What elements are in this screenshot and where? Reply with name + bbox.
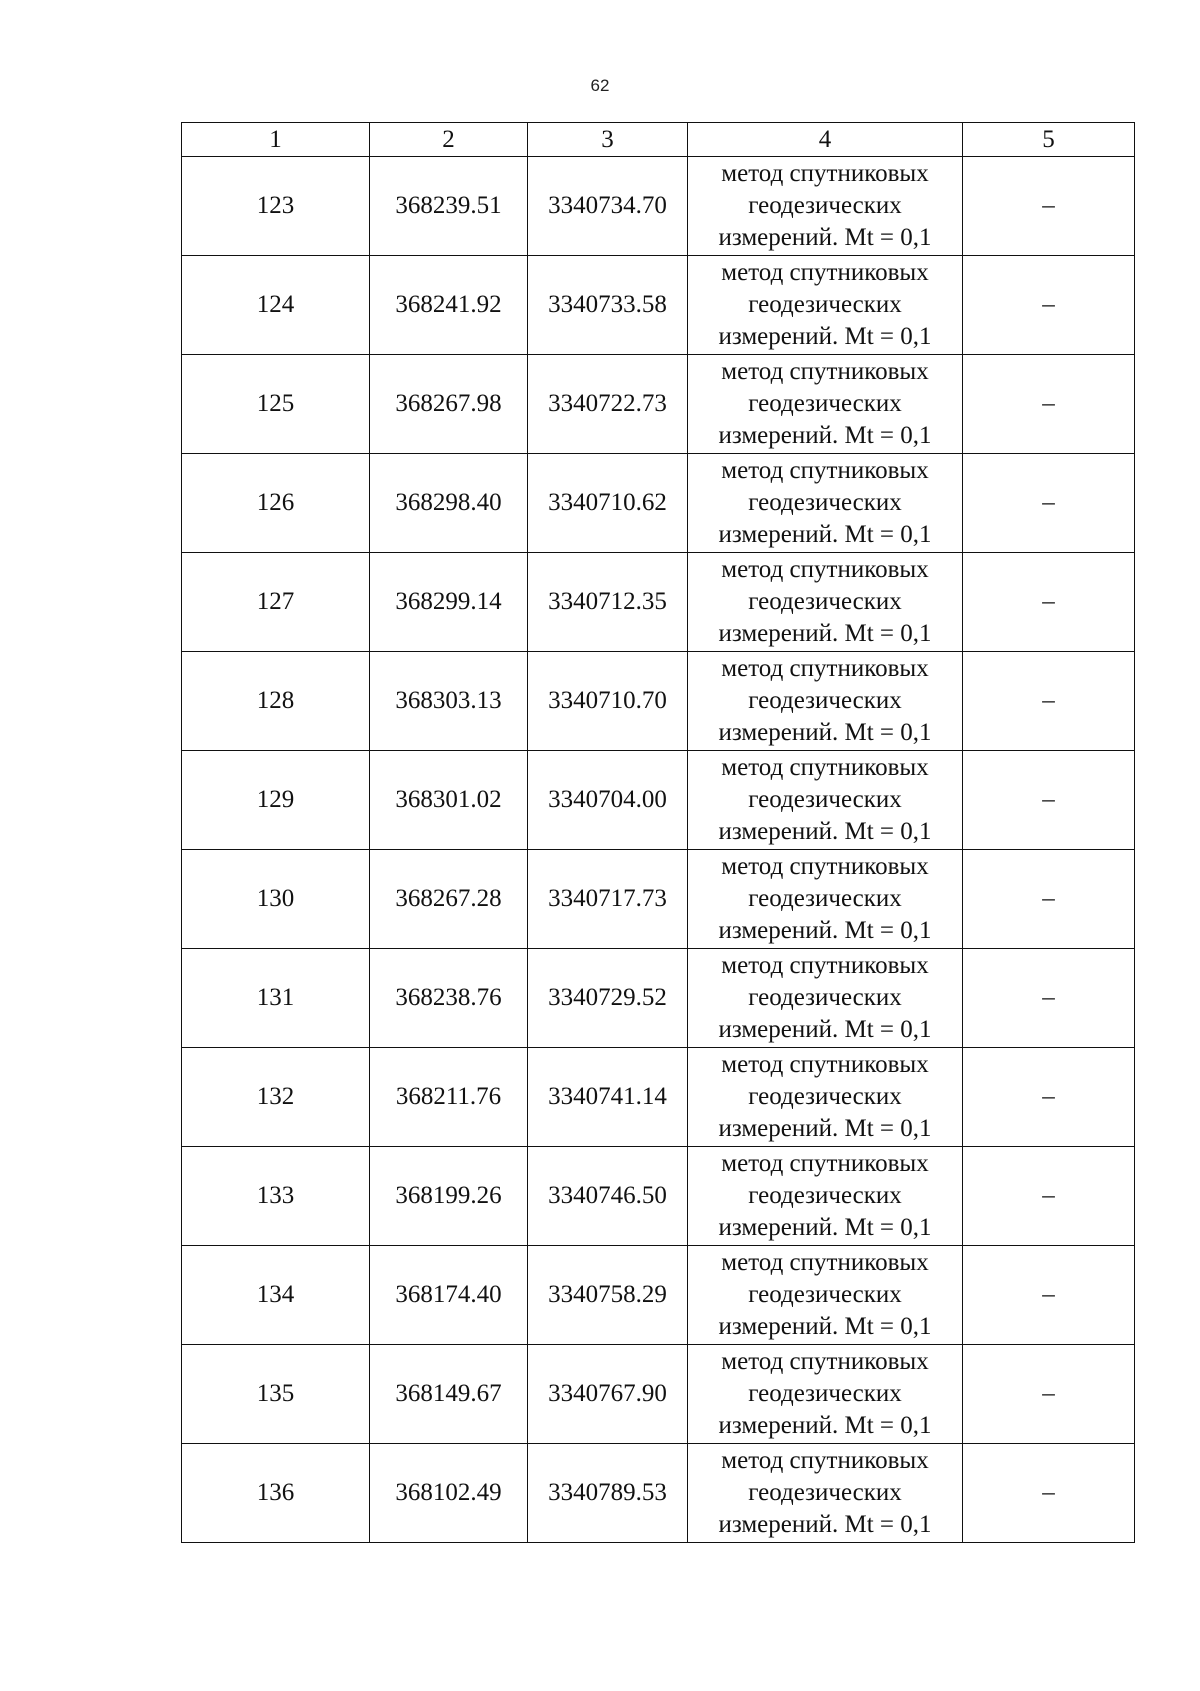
method-line-2: геодезических	[748, 1479, 902, 1506]
method-cell	[688, 652, 963, 751]
method-line-1: метод спутниковых	[721, 853, 929, 880]
method-line-1: метод спутниковых	[721, 1051, 929, 1078]
point-number-cell: 129	[182, 751, 370, 850]
x-coordinate-cell: 368301.02	[370, 751, 528, 850]
method-line-1: метод спутниковых	[721, 160, 929, 187]
point-number-cell: 128	[182, 652, 370, 751]
method-line-1: метод спутниковых	[721, 655, 929, 682]
method-cell	[688, 949, 963, 1048]
table-row	[182, 850, 1135, 949]
table-row	[182, 553, 1135, 652]
method-line-2: геодезических	[748, 687, 902, 714]
table-row	[182, 1048, 1135, 1147]
point-number-cell: 127	[182, 553, 370, 652]
method-cell	[688, 454, 963, 553]
page-number: 62	[590, 76, 610, 95]
point-number-cell: 126	[182, 454, 370, 553]
x-coordinate-cell: 368303.13	[370, 652, 528, 751]
x-coordinate-cell: 368149.67	[370, 1345, 528, 1444]
table-row	[182, 652, 1135, 751]
point-number-cell: 132	[182, 1048, 370, 1147]
method-line-2: геодезических	[748, 1380, 902, 1407]
method-line-3: измерений. Mt = 0,1	[718, 1115, 932, 1142]
note-cell: –	[963, 553, 1135, 652]
method-line-3: измерений. Mt = 0,1	[718, 224, 932, 251]
note-cell: –	[963, 1345, 1135, 1444]
method-line-1: метод спутниковых	[721, 1348, 929, 1375]
method-cell	[688, 1147, 963, 1246]
y-coordinate-cell: 3340733.58	[528, 256, 688, 355]
table-row	[182, 1147, 1135, 1246]
table-row	[182, 256, 1135, 355]
y-coordinate-cell: 3340710.70	[528, 652, 688, 751]
note-cell: –	[963, 652, 1135, 751]
point-number-cell: 124	[182, 256, 370, 355]
method-cell	[688, 553, 963, 652]
point-number-cell: 125	[182, 355, 370, 454]
coordinates-table	[181, 122, 1135, 1543]
method-line-1: метод спутниковых	[721, 1249, 929, 1276]
y-coordinate-cell: 3340710.62	[528, 454, 688, 553]
method-line-1: метод спутниковых	[721, 358, 929, 385]
y-coordinate-cell: 3340767.90	[528, 1345, 688, 1444]
column-header-3: 3	[528, 123, 688, 157]
y-coordinate-cell: 3340704.00	[528, 751, 688, 850]
method-line-3: измерений. Mt = 0,1	[718, 323, 932, 350]
note-cell: –	[963, 850, 1135, 949]
method-cell	[688, 1048, 963, 1147]
x-coordinate-cell: 368241.92	[370, 256, 528, 355]
y-coordinate-cell: 3340758.29	[528, 1246, 688, 1345]
method-cell	[688, 751, 963, 850]
method-line-1: метод спутниковых	[721, 259, 929, 286]
y-coordinate-cell: 3340729.52	[528, 949, 688, 1048]
table-row	[182, 949, 1135, 1048]
method-line-3: измерений. Mt = 0,1	[718, 1313, 932, 1340]
y-coordinate-cell: 3340741.14	[528, 1048, 688, 1147]
x-coordinate-cell: 368238.76	[370, 949, 528, 1048]
method-line-2: геодезических	[748, 1281, 902, 1308]
note-cell: –	[963, 1246, 1135, 1345]
method-line-2: геодезических	[748, 786, 902, 813]
method-line-2: геодезических	[748, 390, 902, 417]
method-cell	[688, 850, 963, 949]
method-cell	[688, 1345, 963, 1444]
method-line-3: измерений. Mt = 0,1	[718, 818, 932, 845]
note-cell: –	[963, 355, 1135, 454]
column-header-5: 5	[963, 123, 1135, 157]
method-cell	[688, 1246, 963, 1345]
y-coordinate-cell: 3340722.73	[528, 355, 688, 454]
x-coordinate-cell: 368239.51	[370, 157, 528, 256]
x-coordinate-cell: 368102.49	[370, 1444, 528, 1543]
note-cell: –	[963, 949, 1135, 1048]
x-coordinate-cell: 368267.28	[370, 850, 528, 949]
method-line-2: геодезических	[748, 1182, 902, 1209]
y-coordinate-cell: 3340746.50	[528, 1147, 688, 1246]
column-header-1: 1	[182, 123, 370, 157]
method-cell	[688, 1444, 963, 1543]
x-coordinate-cell: 368174.40	[370, 1246, 528, 1345]
x-coordinate-cell: 368298.40	[370, 454, 528, 553]
note-cell: –	[963, 1147, 1135, 1246]
method-line-3: измерений. Mt = 0,1	[718, 1511, 932, 1538]
method-line-1: метод спутниковых	[721, 952, 929, 979]
note-cell: –	[963, 1048, 1135, 1147]
point-number-cell: 123	[182, 157, 370, 256]
method-line-2: геодезических	[748, 291, 902, 318]
method-line-1: метод спутниковых	[721, 556, 929, 583]
note-cell: –	[963, 1444, 1135, 1543]
y-coordinate-cell: 3340712.35	[528, 553, 688, 652]
method-line-2: геодезических	[748, 1083, 902, 1110]
method-line-3: измерений. Mt = 0,1	[718, 521, 932, 548]
x-coordinate-cell: 368267.98	[370, 355, 528, 454]
note-cell: –	[963, 256, 1135, 355]
table-row	[182, 751, 1135, 850]
method-line-3: измерений. Mt = 0,1	[718, 1412, 932, 1439]
table-row	[182, 1345, 1135, 1444]
note-cell: –	[963, 751, 1135, 850]
point-number-cell: 135	[182, 1345, 370, 1444]
method-line-2: геодезических	[748, 588, 902, 615]
method-cell	[688, 355, 963, 454]
method-line-2: геодезических	[748, 192, 902, 219]
method-cell	[688, 157, 963, 256]
y-coordinate-cell: 3340789.53	[528, 1444, 688, 1543]
table-row	[182, 355, 1135, 454]
x-coordinate-cell: 368299.14	[370, 553, 528, 652]
method-line-1: метод спутниковых	[721, 1150, 929, 1177]
note-cell: –	[963, 157, 1135, 256]
y-coordinate-cell: 3340734.70	[528, 157, 688, 256]
method-line-3: измерений. Mt = 0,1	[718, 1016, 932, 1043]
method-line-1: метод спутниковых	[721, 754, 929, 781]
method-line-3: измерений. Mt = 0,1	[718, 1214, 932, 1241]
method-line-3: измерений. Mt = 0,1	[718, 620, 932, 647]
point-number-cell: 131	[182, 949, 370, 1048]
table-header-row	[182, 123, 1135, 157]
method-cell	[688, 256, 963, 355]
method-line-3: измерений. Mt = 0,1	[718, 719, 932, 746]
method-line-3: измерений. Mt = 0,1	[718, 422, 932, 449]
point-number-cell: 134	[182, 1246, 370, 1345]
method-line-2: геодезических	[748, 885, 902, 912]
table-body	[182, 157, 1135, 1543]
method-line-1: метод спутниковых	[721, 1447, 929, 1474]
table-row	[182, 1444, 1135, 1543]
table-row	[182, 454, 1135, 553]
method-line-3: измерений. Mt = 0,1	[718, 917, 932, 944]
point-number-cell: 133	[182, 1147, 370, 1246]
table-row	[182, 1246, 1135, 1345]
method-line-2: геодезических	[748, 489, 902, 516]
point-number-cell: 130	[182, 850, 370, 949]
x-coordinate-cell: 368211.76	[370, 1048, 528, 1147]
column-header-4: 4	[688, 123, 963, 157]
point-number-cell: 136	[182, 1444, 370, 1543]
x-coordinate-cell: 368199.26	[370, 1147, 528, 1246]
method-line-1: метод спутниковых	[721, 457, 929, 484]
column-header-2: 2	[370, 123, 528, 157]
method-line-2: геодезических	[748, 984, 902, 1011]
y-coordinate-cell: 3340717.73	[528, 850, 688, 949]
table-row	[182, 157, 1135, 256]
note-cell: –	[963, 454, 1135, 553]
